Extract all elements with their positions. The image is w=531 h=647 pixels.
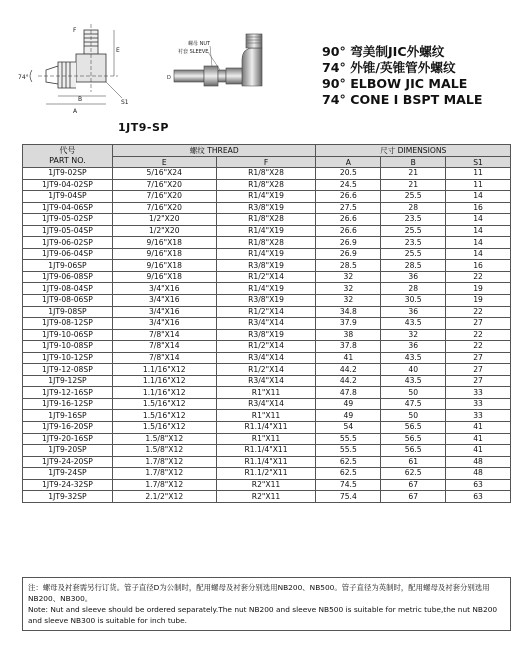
spec-table-body	[23, 168, 511, 503]
thread-f-cell: R1"X11	[216, 410, 316, 422]
dim-b-cell: 32	[381, 329, 446, 341]
part-no-cell: 1JT9-06SP	[23, 260, 113, 272]
dim-b-cell: 21	[381, 179, 446, 191]
label-sleeve: 衬套 SLEEVE	[178, 49, 209, 55]
dim-a-cell: 32	[316, 283, 381, 295]
label-a: A	[73, 108, 78, 115]
title-line-2: 74° 外锥/英锥管外螺纹	[322, 60, 456, 75]
thread-f-cell: R1/8"X28	[216, 168, 316, 180]
thread-e-cell: 1.5/8"X12	[112, 433, 216, 445]
technical-drawing	[18, 22, 136, 120]
dim-b-cell: 56.5	[381, 445, 446, 457]
dim-a-cell: 44.2	[316, 375, 381, 387]
thread-f-cell: R1/4"X19	[216, 225, 316, 237]
part-no-cell: 1JT9-12-16SP	[23, 387, 113, 399]
part-no-cell: 1JT9-04SP	[23, 191, 113, 203]
dim-a-cell: 20.5	[316, 168, 381, 180]
thread-header: 螺纹 THREAD	[112, 145, 316, 157]
col-b-header: B	[381, 157, 446, 168]
dim-a-cell: 55.5	[316, 445, 381, 457]
dim-b-cell: 40	[381, 364, 446, 376]
part-no-cell: 1JT9-12-08SP	[23, 364, 113, 376]
col-f-header: F	[216, 157, 316, 168]
dim-b-cell: 28	[381, 283, 446, 295]
dim-s1-cell: 41	[446, 433, 511, 445]
thread-e-cell: 9/16"X18	[112, 248, 216, 260]
table-row	[23, 479, 511, 491]
thread-f-cell: R1/4"X19	[216, 191, 316, 203]
part-no-cell: 1JT9-20-16SP	[23, 433, 113, 445]
dim-a-cell: 54	[316, 422, 381, 434]
part-no-cell: 1JT9-10-12SP	[23, 352, 113, 364]
col-a-header: A	[316, 157, 381, 168]
part-no-cell: 1JT9-05-02SP	[23, 214, 113, 226]
part-no-cell: 1JT9-16-20SP	[23, 422, 113, 434]
table-row	[23, 295, 511, 307]
label-s1: S1	[121, 99, 129, 106]
dim-b-cell: 23.5	[381, 214, 446, 226]
dim-a-cell: 44.2	[316, 364, 381, 376]
dim-a-cell: 26.6	[316, 214, 381, 226]
dim-b-cell: 47.5	[381, 398, 446, 410]
table-row	[23, 260, 511, 272]
part-no-cell: 1JT9-08-12SP	[23, 318, 113, 330]
dim-a-cell: 32	[316, 295, 381, 307]
thread-e-cell: 1.5/16"X12	[112, 398, 216, 410]
part-no-cell: 1JT9-05-04SP	[23, 225, 113, 237]
thread-e-cell: 1.7/8"X12	[112, 479, 216, 491]
thread-e-cell: 7/8"X14	[112, 341, 216, 353]
dim-s1-cell: 11	[446, 168, 511, 180]
table-row	[23, 248, 511, 260]
dim-s1-cell: 19	[446, 295, 511, 307]
table-row	[23, 445, 511, 457]
dim-s1-cell: 27	[446, 364, 511, 376]
thread-e-cell: 1.5/16"X12	[112, 422, 216, 434]
dim-s1-cell: 22	[446, 329, 511, 341]
thread-f-cell: R1"X11	[216, 433, 316, 445]
dim-s1-cell: 63	[446, 479, 511, 491]
dim-a-cell: 37.9	[316, 318, 381, 330]
table-row	[23, 456, 511, 468]
dim-s1-cell: 22	[446, 341, 511, 353]
table-row	[23, 214, 511, 226]
thread-e-cell: 9/16"X18	[112, 260, 216, 272]
thread-f-cell: R1.1/4"X11	[216, 456, 316, 468]
thread-e-cell: 5/16"X24	[112, 168, 216, 180]
part-no-cell: 1JT9-16SP	[23, 410, 113, 422]
part-no-cell: 1JT9-06-02SP	[23, 237, 113, 249]
part-no-cell: 1JT9-08SP	[23, 306, 113, 318]
label-b: B	[78, 96, 83, 103]
dim-a-cell: 49	[316, 398, 381, 410]
dim-a-cell: 47.8	[316, 387, 381, 399]
dim-s1-cell: 11	[446, 179, 511, 191]
dim-a-cell: 26.6	[316, 191, 381, 203]
dim-b-cell: 30.5	[381, 295, 446, 307]
dim-a-cell: 32	[316, 271, 381, 283]
part-no-cell: 1JT9-12SP	[23, 375, 113, 387]
thread-e-cell: 7/8"X14	[112, 329, 216, 341]
note-box	[22, 577, 511, 631]
thread-f-cell: R1.1/4"X11	[216, 422, 316, 434]
part-no-cell: 1JT9-08-06SP	[23, 295, 113, 307]
fitting-illustration	[150, 30, 285, 112]
dimensions-header: 尺寸 DIMENSIONS	[316, 145, 511, 157]
thread-e-cell: 7/16"X20	[112, 202, 216, 214]
thread-f-cell: R3/8"X19	[216, 295, 316, 307]
part-no-cell: 1JT9-04-02SP	[23, 179, 113, 191]
thread-e-cell: 1.5/16"X12	[112, 410, 216, 422]
thread-f-cell: R1/2"X14	[216, 271, 316, 283]
title-block	[322, 44, 527, 108]
dim-b-cell: 56.5	[381, 422, 446, 434]
table-row	[23, 410, 511, 422]
thread-e-cell: 1.7/8"X12	[112, 456, 216, 468]
table-row	[23, 225, 511, 237]
dim-a-cell: 34.8	[316, 306, 381, 318]
label-e: E	[116, 47, 120, 54]
part-no-cell: 1JT9-02SP	[23, 168, 113, 180]
thread-e-cell: 1.5/8"X12	[112, 445, 216, 457]
dim-a-cell: 26.6	[316, 225, 381, 237]
thread-f-cell: R3/4"X14	[216, 318, 316, 330]
thread-f-cell: R3/4"X14	[216, 375, 316, 387]
label-angle: 74°	[18, 74, 29, 81]
dim-s1-cell: 27	[446, 352, 511, 364]
dim-b-cell: 25.5	[381, 248, 446, 260]
table-row	[23, 422, 511, 434]
thread-f-cell: R3/8"X19	[216, 260, 316, 272]
label-f: F	[73, 27, 77, 34]
dim-a-cell: 24.5	[316, 179, 381, 191]
thread-e-cell: 1.1/16"X12	[112, 387, 216, 399]
table-row	[23, 468, 511, 480]
label-nut: 螺母 NUT	[188, 41, 211, 47]
part-no-cell: 1JT9-24-20SP	[23, 456, 113, 468]
note-en: Note: Nut and sleeve should be ordered separately.The nut NB200 and sleeve NB500 is suitable for metric tube,the nut NB200 and sleeve NB300 is suitable for inch tube.	[28, 605, 498, 625]
dim-a-cell: 62.5	[316, 456, 381, 468]
thread-f-cell: R1/2"X14	[216, 306, 316, 318]
thread-f-cell: R2"X11	[216, 479, 316, 491]
thread-f-cell: R1/8"X28	[216, 237, 316, 249]
part-no-cell: 1JT9-06-04SP	[23, 248, 113, 260]
thread-e-cell: 9/16"X18	[112, 271, 216, 283]
part-no-cell: 1JT9-24-32SP	[23, 479, 113, 491]
table-row	[23, 329, 511, 341]
title-line-3: 90° ELBOW JIC MALE	[322, 76, 468, 91]
part-no-cell: 1JT9-16-12SP	[23, 398, 113, 410]
thread-f-cell: R1/4"X19	[216, 248, 316, 260]
dim-s1-cell: 48	[446, 456, 511, 468]
spec-table	[22, 144, 511, 503]
thread-e-cell: 3/4"X16	[112, 283, 216, 295]
dim-b-cell: 43.5	[381, 318, 446, 330]
thread-f-cell: R3/8"X19	[216, 329, 316, 341]
table-row	[23, 375, 511, 387]
thread-e-cell: 7/16"X20	[112, 179, 216, 191]
dim-a-cell: 38	[316, 329, 381, 341]
dim-a-cell: 62.5	[316, 468, 381, 480]
thread-e-cell: 7/8"X14	[112, 352, 216, 364]
dim-s1-cell: 33	[446, 410, 511, 422]
dim-s1-cell: 14	[446, 214, 511, 226]
dim-a-cell: 74.5	[316, 479, 381, 491]
dim-a-cell: 26.9	[316, 237, 381, 249]
part-no-cell: 1JT9-10-08SP	[23, 341, 113, 353]
thread-f-cell: R1/2"X14	[216, 341, 316, 353]
table-row	[23, 387, 511, 399]
label-d: D	[167, 75, 171, 81]
part-no-cell: 1JT9-24SP	[23, 468, 113, 480]
dim-b-cell: 28.5	[381, 260, 446, 272]
thread-e-cell: 3/4"X16	[112, 295, 216, 307]
part-no-header-en: PART NO.	[49, 156, 86, 165]
dim-s1-cell: 22	[446, 306, 511, 318]
dim-b-cell: 21	[381, 168, 446, 180]
thread-f-cell: R1/2"X14	[216, 364, 316, 376]
dim-b-cell: 43.5	[381, 352, 446, 364]
table-row	[23, 179, 511, 191]
note-cn: 注：螺母及衬套需另行订货。管子直径D为公制时，配用螺母及衬套分别选用NB200、NB500。管子直径为英制时，配用螺母及衬套分别选用NB200、NB300。	[28, 583, 490, 603]
dim-b-cell: 50	[381, 410, 446, 422]
table-row	[23, 202, 511, 214]
part-no-header-cn: 代号	[59, 146, 76, 155]
table-row	[23, 364, 511, 376]
thread-e-cell: 1/2"X20	[112, 225, 216, 237]
dim-b-cell: 50	[381, 387, 446, 399]
table-row	[23, 168, 511, 180]
dim-b-cell: 23.5	[381, 237, 446, 249]
part-no-cell: 1JT9-10-06SP	[23, 329, 113, 341]
dim-s1-cell: 33	[446, 387, 511, 399]
dim-a-cell: 27.5	[316, 202, 381, 214]
thread-e-cell: 7/16"X20	[112, 191, 216, 203]
dim-s1-cell: 27	[446, 375, 511, 387]
part-no-cell: 1JT9-20SP	[23, 445, 113, 457]
table-row	[23, 306, 511, 318]
table-row	[23, 352, 511, 364]
dim-b-cell: 25.5	[381, 191, 446, 203]
title-line-1: 90° 弯美制JIC外螺纹	[322, 44, 445, 59]
dim-b-cell: 56.5	[381, 433, 446, 445]
col-e-header: E	[112, 157, 216, 168]
part-no-cell: 1JT9-04-06SP	[23, 202, 113, 214]
part-no-cell: 1JT9-08-04SP	[23, 283, 113, 295]
title-line-4: 74° CONE I BSPT MALE	[322, 92, 483, 107]
thread-e-cell: 1/2"X20	[112, 214, 216, 226]
dim-s1-cell: 14	[446, 237, 511, 249]
table-row	[23, 398, 511, 410]
dim-s1-cell: 22	[446, 271, 511, 283]
dim-a-cell: 49	[316, 410, 381, 422]
thread-e-cell: 1.1/16"X12	[112, 364, 216, 376]
table-row	[23, 283, 511, 295]
dim-a-cell: 37.8	[316, 341, 381, 353]
dim-b-cell: 25.5	[381, 225, 446, 237]
dim-s1-cell: 27	[446, 318, 511, 330]
thread-e-cell: 1.1/16"X12	[112, 375, 216, 387]
model-number: 1JT9-SP	[118, 121, 169, 134]
dim-b-cell: 28	[381, 202, 446, 214]
table-row	[23, 271, 511, 283]
dim-b-cell: 67	[381, 479, 446, 491]
dim-b-cell: 36	[381, 341, 446, 353]
thread-f-cell: R1/8"X28	[216, 179, 316, 191]
thread-f-cell: R1.1/2"X11	[216, 468, 316, 480]
dim-s1-cell: 41	[446, 422, 511, 434]
table-row	[23, 433, 511, 445]
dim-s1-cell: 16	[446, 202, 511, 214]
dim-s1-cell: 33	[446, 398, 511, 410]
dim-a-cell: 28.5	[316, 260, 381, 272]
dim-a-cell: 41	[316, 352, 381, 364]
col-s1-header: S1	[446, 157, 511, 168]
table-row	[23, 318, 511, 330]
dim-a-cell: 26.9	[316, 248, 381, 260]
dim-b-cell: 67	[381, 491, 446, 503]
table-row	[23, 237, 511, 249]
part-no-cell: 1JT9-06-08SP	[23, 271, 113, 283]
table-row	[23, 491, 511, 503]
thread-e-cell: 9/16"X18	[112, 237, 216, 249]
thread-f-cell: R1/8"X28	[216, 214, 316, 226]
dim-a-cell: 55.5	[316, 433, 381, 445]
thread-f-cell: R1/4"X19	[216, 283, 316, 295]
part-no-header	[23, 145, 113, 168]
thread-f-cell: R1.1/4"X11	[216, 445, 316, 457]
thread-e-cell: 3/4"X16	[112, 318, 216, 330]
thread-f-cell: R3/8"X19	[216, 202, 316, 214]
thread-e-cell: 3/4"X16	[112, 306, 216, 318]
thread-f-cell: R3/4"X14	[216, 352, 316, 364]
table-row	[23, 341, 511, 353]
thread-f-cell: R2"X11	[216, 491, 316, 503]
dim-s1-cell: 41	[446, 445, 511, 457]
dim-a-cell: 75.4	[316, 491, 381, 503]
dim-b-cell: 36	[381, 271, 446, 283]
dim-b-cell: 62.5	[381, 468, 446, 480]
dim-s1-cell: 14	[446, 248, 511, 260]
dim-s1-cell: 63	[446, 491, 511, 503]
dim-s1-cell: 14	[446, 191, 511, 203]
dim-s1-cell: 19	[446, 283, 511, 295]
thread-f-cell: R3/4"X14	[216, 398, 316, 410]
dim-b-cell: 36	[381, 306, 446, 318]
dim-b-cell: 43.5	[381, 375, 446, 387]
dim-s1-cell: 16	[446, 260, 511, 272]
dim-b-cell: 61	[381, 456, 446, 468]
part-no-cell: 1JT9-32SP	[23, 491, 113, 503]
thread-e-cell: 2.1/2"X12	[112, 491, 216, 503]
thread-e-cell: 1.7/8"X12	[112, 468, 216, 480]
thread-f-cell: R1"X11	[216, 387, 316, 399]
dim-s1-cell: 14	[446, 225, 511, 237]
dim-s1-cell: 48	[446, 468, 511, 480]
table-row	[23, 191, 511, 203]
